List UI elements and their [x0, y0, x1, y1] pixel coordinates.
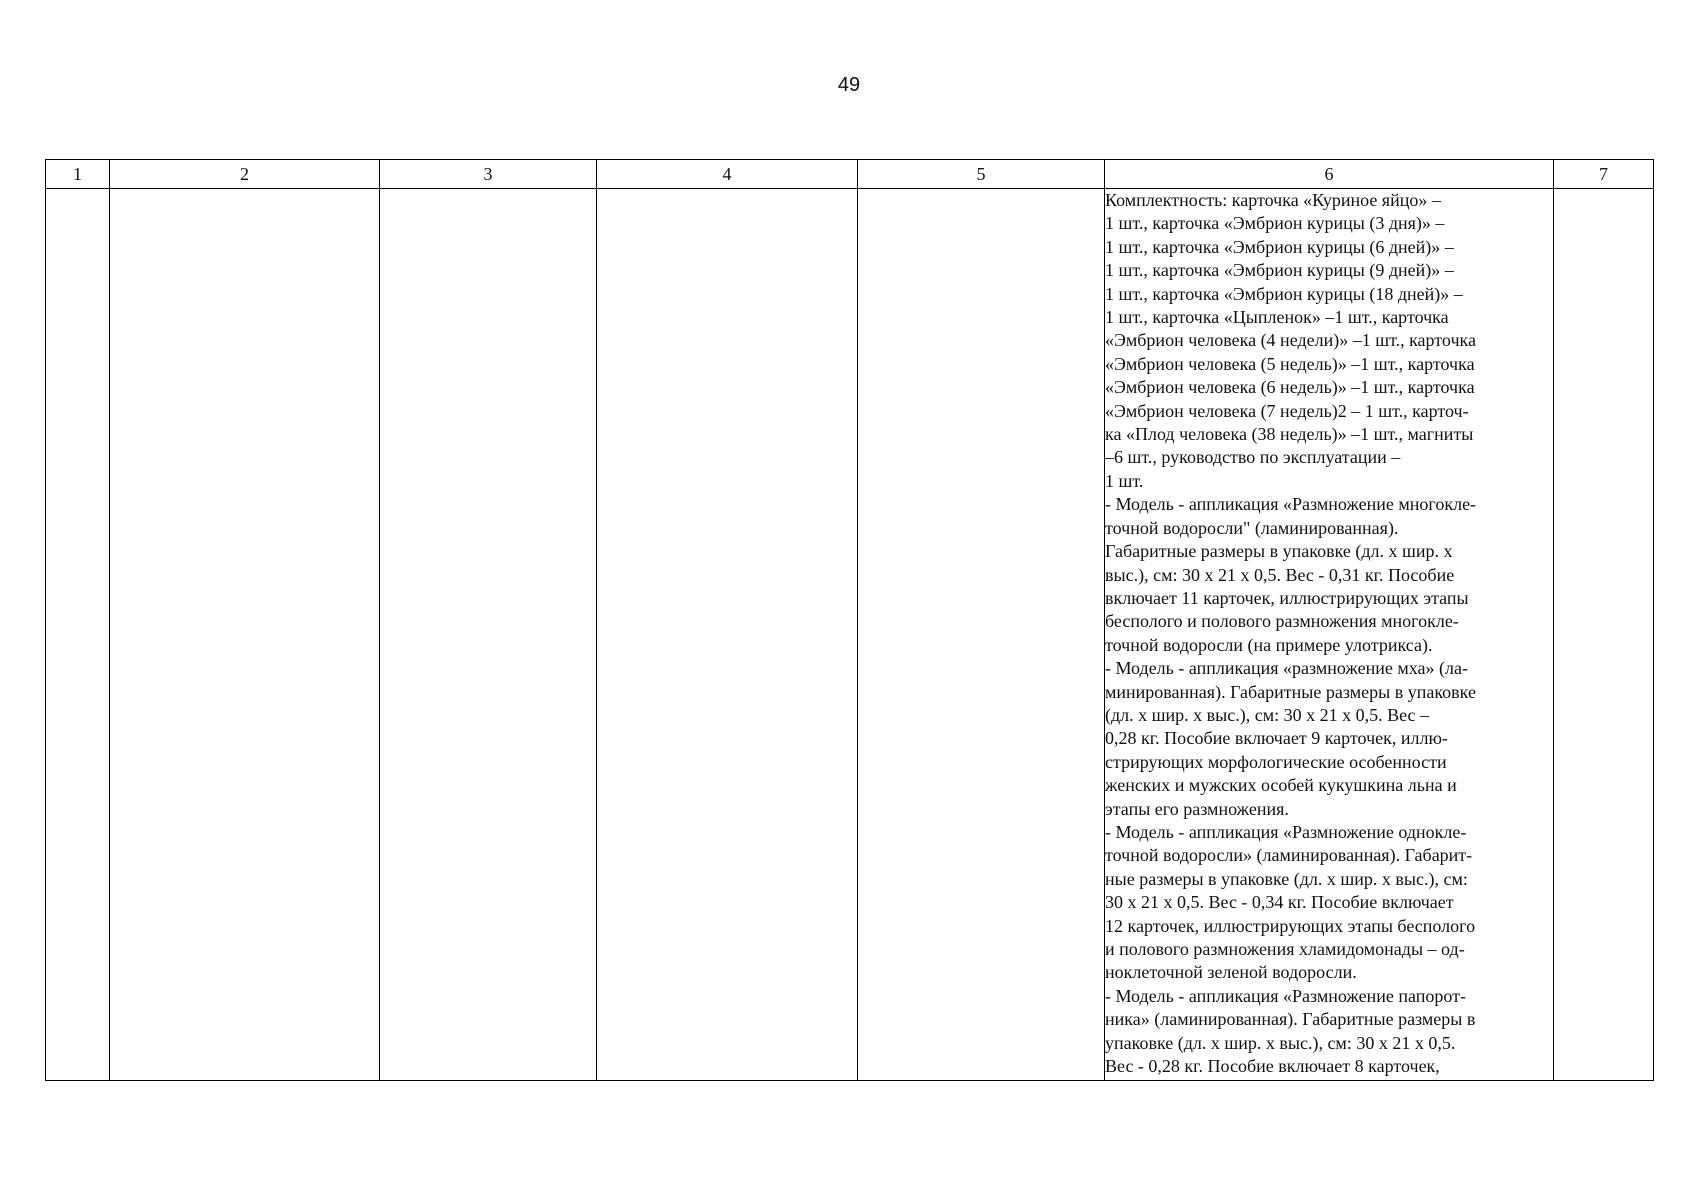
description-line: 1 шт., карточка «Эмбрион курицы (9 дней)» –: [1105, 260, 1454, 281]
description-line: выс.), см: 30 х 21 х 0,5. Вес - 0,31 кг. Пособие: [1105, 564, 1455, 585]
description-line: ные размеры в упаковке (дл. х шир. х выс.), см:: [1105, 868, 1468, 889]
description-line: точной водоросли (на примере улотрикса).: [1105, 634, 1433, 655]
header-row: [46, 160, 1654, 189]
description-line: Габаритные размеры в упаковке (дл. х шир. х: [1105, 541, 1453, 562]
cell-col-1: [46, 189, 110, 1081]
cell-col-5: [858, 189, 1105, 1081]
description-line: Комплектность: карточка «Куриное яйцо» –: [1105, 190, 1441, 210]
description-line: стрирующих морфологические особенности: [1105, 751, 1447, 772]
description-line: - Модель - аппликация «Размножение однокле-: [1105, 821, 1467, 842]
description-line: ника» (ламинированная). Габаритные размеры в: [1105, 1009, 1476, 1030]
header-col-3: 3: [380, 160, 597, 189]
description-line: –6 шт., руководство по эксплуатации –: [1105, 447, 1401, 468]
page-number: 49: [837, 74, 861, 96]
description-line: 1 шт., карточка «Эмбрион курицы (18 дней)» –: [1105, 283, 1463, 304]
description-line: и полового размножения хламидомонады – од-: [1105, 939, 1465, 959]
header-col-4: 4: [597, 160, 858, 189]
description-line: 0,28 кг. Пособие включает 9 карточек, иллю-: [1105, 728, 1448, 749]
cell-col-3: [380, 189, 597, 1081]
description-line: «Эмбрион человека (5 недель)» –1 шт., карточка: [1105, 353, 1475, 374]
description-line: минированная). Габаритные размеры в упаковке: [1105, 681, 1476, 702]
description-line: бесполого и полового размножения многокле-: [1105, 611, 1459, 632]
description-line: 12 карточек, иллюстрирующих этапы бесполого: [1105, 915, 1476, 936]
header-col-7: 7: [1554, 160, 1654, 189]
cell-col-6-description: [1105, 189, 1554, 1081]
description-line: 1 шт.: [1105, 470, 1144, 491]
description-line: «Эмбрион человека (7 недель)2 – 1 шт., карточ-: [1105, 400, 1469, 421]
header-col-2: 2: [110, 160, 380, 189]
header-col-5: 5: [858, 160, 1105, 189]
description-line: ка «Плод человека (38 недель)» –1 шт., магниты: [1105, 424, 1474, 445]
description-line: - Модель - аппликация «Размножение многокле-: [1105, 494, 1477, 515]
cell-col-2: [110, 189, 380, 1081]
description-line: «Эмбрион человека (4 недели)» –1 шт., карточка: [1105, 330, 1476, 351]
description-line: «Эмбрион человека (6 недель)» –1 шт., карточка: [1105, 377, 1475, 398]
specification-table: [45, 159, 1654, 1081]
header-col-1: 1: [46, 160, 110, 189]
description-line: этапы его размножения.: [1105, 798, 1289, 819]
description-line: 30 х 21 х 0,5. Вес - 0,34 кг. Пособие включает: [1105, 892, 1454, 913]
cell-col-4: [597, 189, 858, 1081]
description-line: 1 шт., карточка «Эмбрион курицы (6 дней)» –: [1105, 236, 1454, 257]
description-line: 1 шт., карточка «Цыпленок» –1 шт., карточка: [1105, 307, 1449, 328]
description-line: включает 11 карточек, иллюстрирующих этапы: [1105, 587, 1469, 608]
description-line: Вес - 0,28 кг. Пособие включает 8 карточек,: [1105, 1056, 1440, 1077]
description-line: ноклеточной зеленой водоросли.: [1105, 962, 1357, 983]
description-line: точной водоросли» (ламинированная). Габарит-: [1105, 845, 1473, 866]
description-line: - Модель - аппликация «Размножение папорот-: [1105, 985, 1467, 1006]
description-line: женских и мужских особей кукушкина льна и: [1105, 775, 1457, 796]
table-row: [46, 189, 1654, 1081]
description-line: точной водоросли" (ламинированная).: [1105, 517, 1399, 538]
description-line: (дл. х шир. х выс.), см: 30 х 21 х 0,5. Вес –: [1105, 704, 1430, 725]
description-line: - Модель - аппликация «размножение мха» (ла-: [1105, 658, 1468, 679]
cell-col-7: [1554, 189, 1654, 1081]
description-line: 1 шт., карточка «Эмбрион курицы (3 дня)» –: [1105, 213, 1445, 234]
description-line: упаковке (дл. х шир. х выс.), см: 30 х 21 х 0,5.: [1105, 1032, 1456, 1053]
header-col-6: 6: [1105, 160, 1554, 189]
